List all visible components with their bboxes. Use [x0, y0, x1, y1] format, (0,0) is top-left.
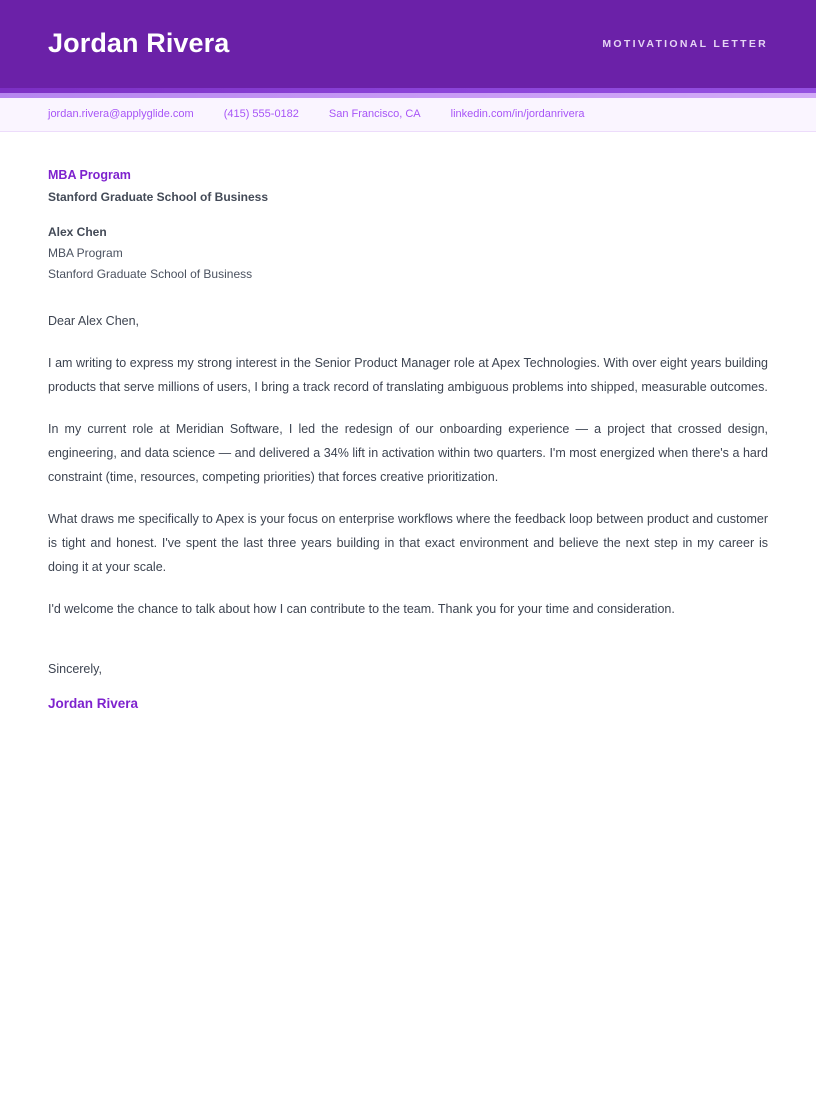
letter-paragraph: In my current role at Meridian Software, I led the redesign of our onboarding experience — a project that crossed design, engineering, and data science — and delivered a 34% lift in activation within two quarters. I'm most energized when there's a hard constraint (time, resources, competing priorities) that forces creative prioritization. [48, 422, 768, 485]
contact-linkedin[interactable]: linkedin.com/in/jordanrivera [450, 108, 585, 120]
letter-paragraph: What draws me specifically to Apex is your focus on enterprise workflows where the feedback loop between product and customer is tight and honest. I've spent the last three years building in that exact environment and believe the next step in my career is doing it at your scale. [48, 512, 768, 575]
letter-body [0, 132, 816, 714]
accent-strip [0, 88, 816, 98]
recipient-person-block [48, 222, 768, 285]
letter-paragraph: I'd welcome the chance to talk about how I can contribute to the team. Thank you for your time and consideration. [48, 602, 675, 617]
recipient-person-organization: Stanford Graduate School of Business [48, 267, 253, 282]
recipient-block [48, 166, 768, 285]
recipient-organization: Stanford Graduate School of Business [48, 189, 269, 204]
letter-salutation: Dear Alex Chen, [48, 314, 140, 329]
letter-closing [48, 659, 768, 714]
contact-email[interactable]: jordan.rivera@applyglide.com [48, 108, 194, 120]
contact-bar [0, 98, 816, 132]
contact-phone[interactable]: (415) 555-0182 [223, 108, 299, 120]
applicant-name: Jordan Rivera [48, 28, 230, 59]
recipient-program: MBA Program [48, 168, 131, 183]
signature-name: Jordan Rivera [48, 696, 139, 712]
letter-paragraph: I am writing to express my strong interest in the Senior Product Manager role at Apex Technologies. With over eight years building products that serve millions of users, I bring a track record of translating ambiguous problems into shipped, measurable outcomes. [48, 356, 768, 395]
recipient-person-name: Alex Chen [48, 225, 107, 240]
contact-location: San Francisco, CA [328, 108, 421, 120]
closing-salutation: Sincerely, [48, 662, 102, 677]
recipient-person-role: MBA Program [48, 246, 123, 261]
letter-header [0, 0, 816, 88]
document-type-label: MOTIVATIONAL LETTER [602, 38, 768, 50]
